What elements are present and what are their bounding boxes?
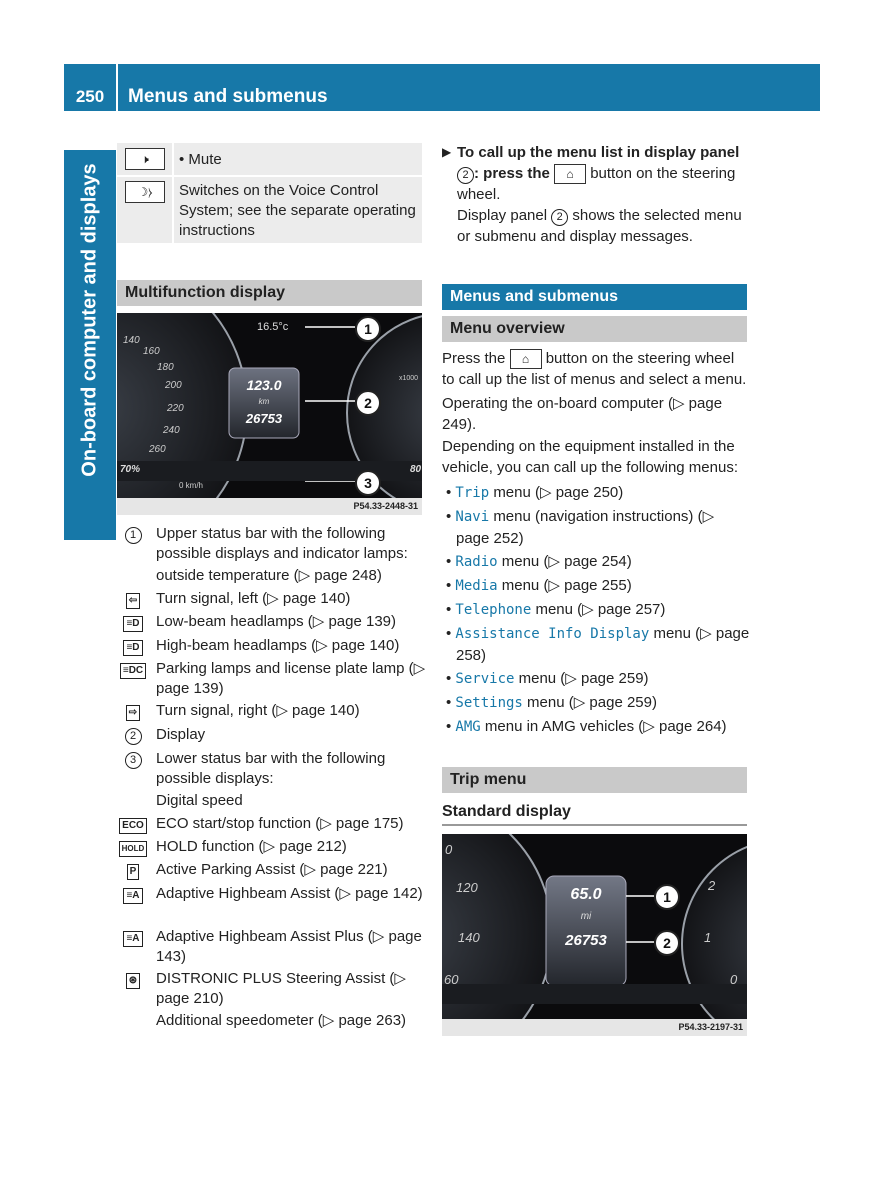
lower-left-readout: 70% (120, 464, 141, 475)
menu-list (446, 482, 751, 738)
eco-icon: ECO (119, 818, 147, 834)
hold-icon: HOLD (119, 841, 148, 857)
highbeam-assist-icon: ≡A (123, 888, 142, 904)
turn-signal-right-icon: ⇨ (126, 705, 140, 721)
gauge-tick: 0 (730, 972, 738, 987)
list-item: • Telephone menu (▷ page 257) (446, 601, 666, 618)
section-heading-menus: Menus and submenus (442, 284, 747, 310)
speed-unit: km (258, 397, 270, 406)
lower-right-readout: 80 (410, 464, 422, 475)
list-item: • Trip menu (▷ page 250) (446, 484, 624, 501)
overview-paragraph: Press the ⌂ button on the steering wheel to call up the list of menus and select a menu. (442, 350, 747, 389)
section-heading-multifunction: Multifunction display (117, 280, 422, 306)
table-row (117, 177, 422, 243)
low-beam-icon: ≡D (123, 616, 142, 632)
overview-paragraph: Operating the on-board computer (▷ page 249). (442, 395, 723, 433)
section-heading-overview: Menu overview (442, 316, 747, 342)
list-item: • Navi menu (navigation instructions) (▷ page 252) (446, 508, 715, 547)
rpm-unit: x1000 (399, 375, 419, 382)
callout-1: 1 (654, 884, 680, 910)
overview-paragraph: Depending on the equipment installed in the vehicle, you can call up the following menus: (442, 438, 739, 476)
gauge-tick: 1 (704, 930, 712, 945)
home-button-icon: ⌂ (510, 349, 542, 369)
parking-lamp-icon: ≡DC (120, 663, 146, 679)
gauge-tick: 220 (167, 403, 184, 414)
page-number: 250 (64, 64, 116, 111)
table-cell: Switches on the Voice Control System; see the separate operating instructions (179, 182, 416, 239)
gauge-tick: 140 (458, 930, 480, 945)
mute-icon: 🕨 (125, 148, 165, 170)
speed-value: 123.0 (246, 377, 282, 393)
list-item: • Assistance Info Display menu (▷ page 258) (446, 625, 750, 664)
list-item: • Radio menu (▷ page 254) (446, 553, 632, 570)
highbeam-assist-plus-icon: ≡A (123, 931, 142, 947)
gauge-tick: 160 (143, 346, 160, 357)
list-item: • Service menu (▷ page 259) (446, 670, 649, 687)
gauge-tick: 140 (123, 335, 140, 346)
figure-code: P54.33-2448-31 (117, 498, 422, 515)
list-item: • Media menu (▷ page 255) (446, 577, 632, 594)
page-title: Menus and submenus (128, 86, 328, 107)
gauge-tick: 240 (163, 425, 180, 436)
voice-control-icon: ☽⧽ (125, 181, 165, 203)
chapter-tab-label: On-board computer and displays (78, 163, 101, 477)
gauge-tick: 60 (444, 972, 459, 987)
turn-signal-left-icon: ⇦ (126, 593, 140, 609)
gauge-tick: 0 (445, 842, 453, 857)
callout-3: 3 (355, 470, 381, 496)
trip-value: 65.0 (570, 886, 602, 903)
table-cell: • Mute (179, 151, 222, 168)
gauge-tick: 120 (456, 880, 478, 895)
home-button-icon: ⌂ (554, 164, 586, 184)
digital-speed-readout: 0 km/h (179, 481, 204, 490)
subheading-standard-display: Standard display (442, 803, 747, 826)
gauge-tick: 180 (157, 362, 174, 373)
callout-1: 1 (355, 316, 381, 342)
parking-assist-icon: P (127, 864, 140, 880)
callout-2: 2 (654, 930, 680, 956)
steering-assist-icon: ⊛ (126, 973, 140, 989)
gauge-tick: 200 (165, 380, 182, 391)
table-row (117, 143, 422, 175)
trip-odometer: 26753 (565, 932, 607, 949)
temperature-readout: 16.5°c (257, 321, 289, 333)
gauge-tick: 2 (708, 878, 716, 893)
multifunction-display-figure (117, 313, 422, 498)
list-item: • Settings menu (▷ page 259) (446, 694, 657, 711)
instruction-step: ▶ To call up the menu list in display panel 2 : press the ⌂ button on the steering wheel. Display panel 2 shows the selected menu or submenu and display messages. (442, 144, 742, 246)
high-beam-icon: ≡D (123, 640, 142, 656)
odometer-value: 26753 (245, 411, 283, 426)
section-heading-trip: Trip menu (442, 767, 747, 793)
trip-unit: mi (580, 911, 592, 922)
header-divider (116, 64, 118, 111)
legend-item: 1 Upper status bar with the following possible displays and indicator lamps: (117, 524, 427, 586)
figure-code: P54.33-2197-31 (442, 1019, 747, 1036)
trip-display-figure (442, 834, 747, 1019)
list-item: • AMG menu in AMG vehicles (▷ page 264) (446, 718, 727, 735)
gauge-tick: 260 (149, 444, 166, 455)
callout-2: 2 (355, 390, 381, 416)
